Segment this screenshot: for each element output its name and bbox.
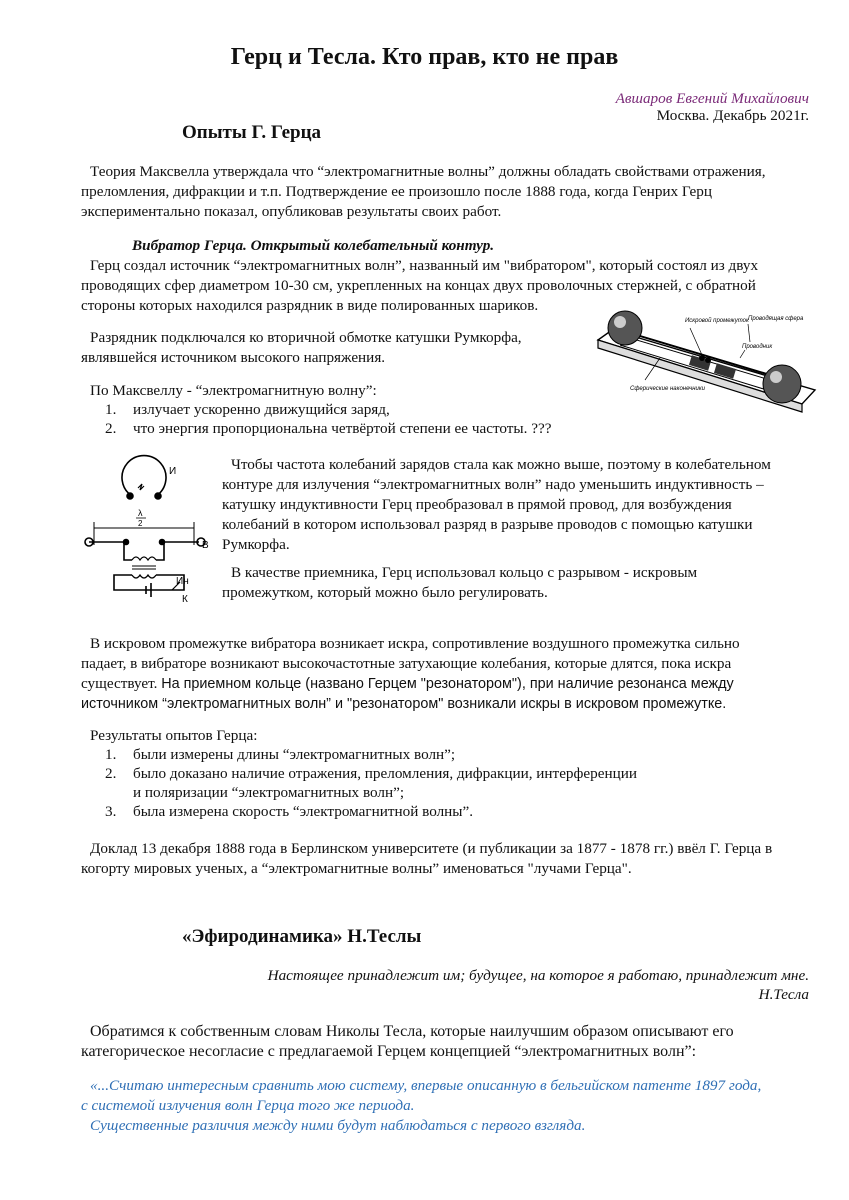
- text-line: [81, 674, 740, 694]
- report-paragraph: [81, 839, 772, 879]
- text-line: преломления, дифракции и т.п. Подтверждение ее произошло после 1888 года, когда Генрих Герц: [81, 183, 713, 200]
- intro-paragraph: [81, 162, 766, 222]
- list-text: что энергия пропорциональна четвёртой степени ее частоты. ???: [133, 420, 552, 437]
- figure-label: Сферические наконечники: [630, 386, 705, 392]
- figure-label: Искровой промежуток: [685, 318, 749, 324]
- text-line: стороны которых находился разрядник в виде полированных шариков.: [81, 297, 539, 314]
- text-fragment: Тесла, которые наилучшим образом описывают его: [383, 1023, 734, 1040]
- vibrator-sphere-right: [763, 365, 801, 403]
- maxwell-intro: По Максвеллу - “электромагнитную волну”:: [90, 382, 377, 399]
- text-line: проводящих сфер диаметром 10-30 см, укрепленных на концах двух проволочных стержней, с обратной: [81, 277, 756, 294]
- spark-ball: [699, 355, 705, 361]
- list-text: была измерена скорость “электромагнитной волны”.: [133, 803, 474, 820]
- text-line: Герц создал источник “электромагнитных волн”, названный им "вибратором", который состоял из двух: [90, 257, 759, 274]
- list-number: 1.: [105, 746, 117, 763]
- epigraph-author: Н.Тесла: [758, 986, 809, 1003]
- text-line: промежутком, который можно было регулировать.: [222, 584, 548, 601]
- vibrator-subheading: Вибратор Герца. Открытый колебательный контур.: [132, 237, 495, 254]
- list-number: 3.: [105, 803, 117, 820]
- text-line: колебаний в котором использовал разряд в разрыве проводов с помощью катушки: [222, 516, 753, 533]
- receiver-paragraph: [222, 563, 697, 603]
- list-number: 1.: [105, 401, 117, 418]
- list-number: 2.: [105, 765, 117, 782]
- text-line: с системой излучения волн Герца того же периода.: [81, 1097, 415, 1114]
- epigraph: Настоящее принадлежит им; будущее, на которое я работаю, принадлежит мне.: [267, 967, 809, 984]
- spark-gap-paragraph: [81, 328, 522, 368]
- text-line: катушку индуктивности Герц преобразовал в прямой провод, для возбуждения: [222, 496, 732, 513]
- spark-paragraph: [81, 634, 740, 714]
- diagram-label: И: [169, 466, 177, 477]
- frequency-paragraph: [222, 455, 771, 555]
- place-date: Москва. Декабрь 2021г.: [656, 107, 809, 124]
- maxwell-list-item: [105, 419, 552, 439]
- diagram-label: 2: [138, 519, 143, 528]
- author-name: Авшаров Евгений Михайлович: [615, 90, 809, 107]
- text-line: «...Считаю интересным сравнить мою систему, впервые описанную в бельгийском патенте 1897 года,: [90, 1077, 762, 1094]
- section-heading-tesla: «Эфиродинамика» Н.Теслы: [182, 926, 422, 947]
- results-list-item: [105, 764, 637, 801]
- text-line: когорту мировых ученых, а “электромагнитные волны” именоваться "лучами Герца".: [81, 860, 632, 877]
- hertz-vibrator-figure: [590, 300, 820, 415]
- text-line: Существенные различия между ними будут наблюдаться с первого взгляда.: [90, 1117, 586, 1134]
- text-fragment: Обратимся к собственным словам Николы: [90, 1023, 384, 1040]
- list-text: были измерены длины “электромагнитных волн”;: [133, 746, 456, 763]
- text-line: В качестве приемника, Герц использовал кольцо с разрывом - искровым: [231, 564, 698, 581]
- diagram-label: К: [182, 594, 188, 605]
- diagram-label: В: [202, 540, 209, 551]
- text-line: Румкорфа.: [222, 536, 290, 553]
- text-line: Теория Максвелла утверждала что “электромагнитные волны” должны обладать свойствами отражения,: [90, 163, 766, 180]
- maxwell-list-item: [105, 400, 390, 420]
- figure-label: Проводящая сфера: [748, 316, 804, 322]
- vibrator-sphere-left: [608, 311, 642, 345]
- text-line: падает, в вибраторе возникают высокочастотные затухающие колебания, которые длятся, пока искра: [81, 655, 732, 672]
- diagram-label: λ: [138, 508, 143, 518]
- text-line: В искровом промежутке вибратора возникает искра, сопротивление воздушного промежутка сильно: [90, 635, 740, 652]
- diagram-label: Ин: [176, 576, 189, 587]
- list-number: 2.: [105, 420, 117, 437]
- text-line: Чтобы частота колебаний зарядов стала как можно выше, поэтому в колебательном: [231, 456, 771, 473]
- section-heading-hertz: Опыты Г. Герца: [182, 122, 322, 143]
- results-list-item: [105, 802, 474, 822]
- list-text: излучает ускоренно движущийся заряд,: [133, 401, 390, 418]
- text-line: Разрядник подключался ко вторичной обмотке катушки Румкорфа,: [90, 329, 522, 346]
- text-fragment: На приемном кольце (названо Герцем "резонатором"), при наличие резонанса между: [161, 676, 734, 692]
- text-line: категорическое несогласие с предлагаемой Герцем концепцией “электромагнитных волн”:: [81, 1043, 697, 1060]
- list-text: было доказано наличие отражения, преломления, дифракции, интерференции: [133, 765, 637, 782]
- page-title: Герц и Тесла. Кто прав, кто не прав: [230, 44, 619, 70]
- tesla-quote: [81, 1076, 761, 1136]
- text-line: экспериментально показал, опубликовав результаты своих работ.: [81, 203, 502, 220]
- text-line: источником “электромагнитных волн” и "резонатором" возникали искры в искровом промежутке.: [81, 696, 727, 712]
- figure-label: Проводник: [742, 344, 773, 350]
- circuit-diagram: [74, 450, 214, 625]
- list-text: и поляризации “электромагнитных волн”;: [133, 784, 405, 801]
- results-list-item: [105, 745, 456, 765]
- tesla-intro-paragraph: [81, 1022, 734, 1062]
- text-line: [81, 1022, 734, 1042]
- spark-ball: [705, 357, 711, 363]
- text-line: контуре для излучения “электромагнитных волн” надо уменьшить индуктивность –: [222, 476, 764, 493]
- text-line: Доклад 13 декабря 1888 года в Берлинском университете (и публикации за 1877 - 1878 гг.) ввёл Г. Герца в: [90, 840, 773, 857]
- results-intro: Результаты опытов Герца:: [90, 727, 258, 744]
- text-fragment: существует.: [81, 675, 158, 692]
- text-line: являвшейся источником высокого напряжения.: [81, 349, 386, 366]
